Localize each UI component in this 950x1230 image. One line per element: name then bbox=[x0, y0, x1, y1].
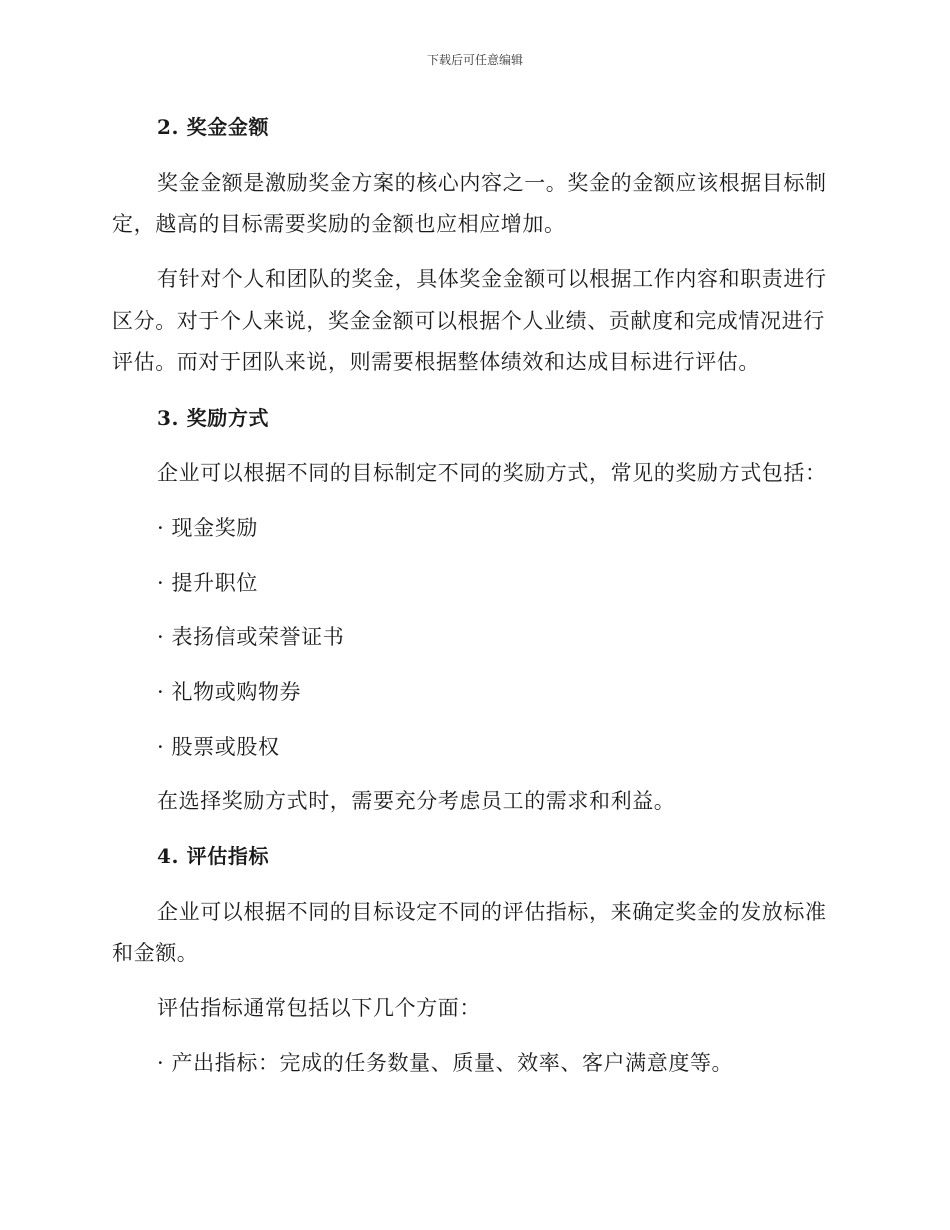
paragraph-line: 区分。对于个人来说，奖金金额可以根据个人业绩、贡献度和完成情况进行 bbox=[112, 309, 825, 333]
list-item: · 礼物或购物券 bbox=[157, 680, 302, 704]
list-item: · 产出指标：完成的任务数量、质量、效率、客户满意度等。 bbox=[157, 1051, 734, 1075]
list-item: · 股票或股权 bbox=[157, 735, 280, 759]
section-heading-2: 2. 奖金金额 bbox=[157, 115, 270, 139]
paragraph-line: 有针对个人和团队的奖金，具体奖金金额可以根据工作内容和职责进行 bbox=[157, 267, 827, 291]
paragraph-line: 评估。而对于团队来说，则需要根据整体绩效和达成目标进行评估。 bbox=[112, 350, 760, 374]
paragraph-line: 和金额。 bbox=[112, 941, 199, 965]
list-item: · 提升职位 bbox=[157, 571, 258, 595]
paragraph-line: 评估指标通常包括以下几个方面： bbox=[157, 996, 481, 1020]
paragraph-line: 企业可以根据不同的目标设定不同的评估指标，来确定奖金的发放标准 bbox=[157, 900, 827, 924]
section-heading-3: 3. 奖励方式 bbox=[157, 406, 270, 430]
list-item: · 表扬信或荣誉证书 bbox=[157, 625, 345, 649]
paragraph-line: 在选择奖励方式时，需要充分考虑员工的需求和利益。 bbox=[157, 789, 676, 813]
list-item: · 现金奖励 bbox=[157, 516, 258, 540]
paragraph-line: 企业可以根据不同的目标制定不同的奖励方式，常见的奖励方式包括： bbox=[157, 461, 827, 485]
paragraph-line: 奖金金额是激励奖金方案的核心内容之一。奖金的金额应该根据目标制 bbox=[157, 171, 827, 195]
section-heading-4: 4. 评估指标 bbox=[157, 844, 270, 868]
paragraph-line: 定，越高的目标需要奖励的金额也应相应增加。 bbox=[112, 212, 566, 236]
page-header: 下载后可任意编辑 bbox=[426, 53, 523, 67]
